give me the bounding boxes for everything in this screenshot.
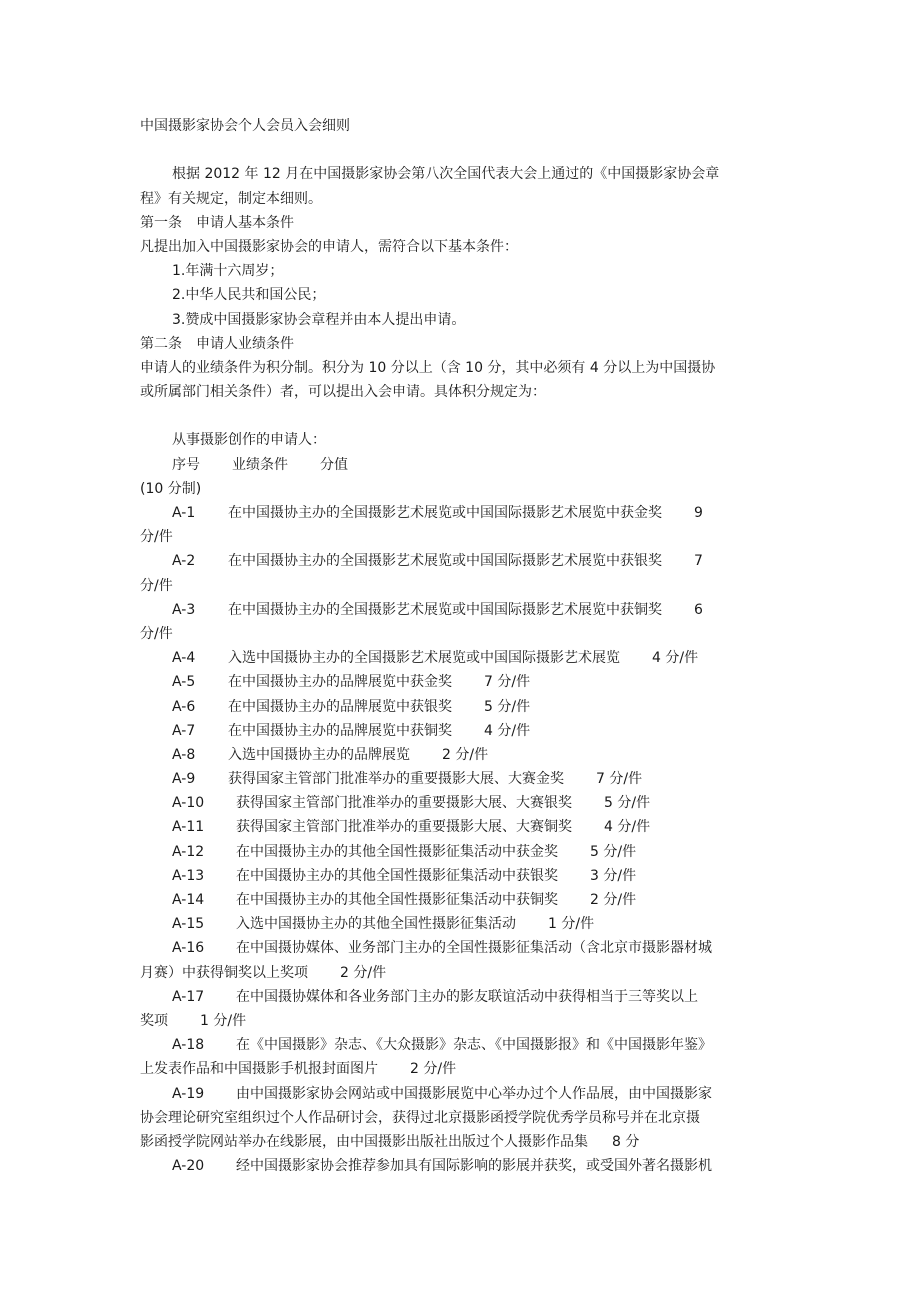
row-condition: 在中国摄协主办的全国摄影艺术展览或中国国际摄影艺术展览中获金奖 xyxy=(228,505,662,521)
row-continued xyxy=(140,1057,790,1081)
row-score: 5 分/件 xyxy=(604,795,651,812)
row-code: A-13 xyxy=(172,867,205,884)
row-score: 1 分/件 xyxy=(200,1012,247,1029)
row-code: A-17 xyxy=(172,988,205,1005)
article-1-lead: 凡提出加入中国摄影家协会的申请人，需符合以下基本条件： xyxy=(140,238,518,255)
table-row xyxy=(140,767,790,791)
row-condition: 在中国摄协主办的品牌展览中获铜奖 xyxy=(228,722,452,739)
row-continued xyxy=(140,1009,790,1033)
row-condition: 获得国家主管部门批准举办的重要摄影大展、大赛银奖 xyxy=(236,795,572,812)
table-header xyxy=(140,453,790,477)
row-score: 7 xyxy=(694,553,703,570)
row-score: 7 分/件 xyxy=(596,771,643,788)
row-condition: 获得国家主管部门批准举办的重要摄影大展、大赛铜奖 xyxy=(236,819,572,836)
row-score-continued: 分/件 xyxy=(140,529,173,546)
section-label: 从事摄影创作的申请人： xyxy=(172,432,326,449)
row-condition: 在中国摄协媒体和各业务部门主办的影友联谊活动中获得相当于三等奖以上 xyxy=(236,988,698,1005)
row-condition: 在中国摄协主办的全国摄影艺术展览或中国国际摄影艺术展览中获银奖 xyxy=(228,553,662,570)
row-condition: 在中国摄协主办的品牌展览中获银奖 xyxy=(228,698,452,715)
table-row xyxy=(140,1082,790,1106)
col-no-header: 序号 xyxy=(172,456,200,473)
table-row xyxy=(140,719,790,743)
row-score: 2 分/件 xyxy=(590,892,637,908)
row-continued xyxy=(140,961,790,985)
row-score-continued: 分/件 xyxy=(140,625,173,642)
article-2-line-2: 或所属部门相关条件）者，可以提出入会申请。具体积分规定为： xyxy=(140,384,546,401)
table-row xyxy=(140,815,790,839)
row-score: 7 分/件 xyxy=(484,674,531,691)
table-row xyxy=(140,791,790,815)
row-score: 1 分/件 xyxy=(548,916,595,933)
row-continued xyxy=(140,1130,790,1154)
article-1-heading: 第一条 申请人基本条件 xyxy=(140,214,294,231)
article-1-item: 2.中华人民共和国公民； xyxy=(172,287,326,304)
row-condition-continued: 奖项 xyxy=(140,1012,168,1029)
row-code: A-5 xyxy=(172,674,196,691)
row-score: 2 分/件 xyxy=(442,746,489,763)
row-score: 4 分/件 xyxy=(484,722,531,739)
row-condition: 在中国摄协主办的全国摄影艺术展览或中国国际摄影艺术展览中获铜奖 xyxy=(228,601,662,618)
row-code: A-8 xyxy=(172,746,196,763)
row-score: 2 分/件 xyxy=(410,1061,457,1078)
row-score: 5 分/件 xyxy=(484,698,531,715)
row-condition: 获得国家主管部门批准举办的重要摄影大展、大赛金奖 xyxy=(228,771,564,788)
col-score-header: 分值 xyxy=(320,456,348,473)
row-score: 4 分/件 xyxy=(652,650,699,667)
row-condition: 经中国摄影家协会推荐参加具有国际影响的影展并获奖，或受国外著名摄影机 xyxy=(236,1158,712,1175)
row-code: A-6 xyxy=(172,698,196,715)
table-row xyxy=(140,1154,790,1178)
spacer xyxy=(140,138,790,162)
row-code: A-7 xyxy=(172,722,196,739)
row-score: 2 分/件 xyxy=(340,964,387,981)
spacer xyxy=(140,404,790,428)
table-row xyxy=(140,1033,790,1057)
col-condition-header: 业绩条件 xyxy=(232,456,288,473)
table-row xyxy=(140,598,790,622)
row-code: A-11 xyxy=(172,819,205,836)
row-score: 6 xyxy=(694,601,703,618)
row-code: A-3 xyxy=(172,601,196,618)
document-title: 中国摄影家协会个人会员入会细则 xyxy=(140,118,350,134)
row-code: A-9 xyxy=(172,771,196,788)
row-code: A-10 xyxy=(172,795,205,812)
article-1-item: 3.赞成中国摄影家协会章程并由本人提出申请。 xyxy=(172,311,466,328)
row-condition: 在《中国摄影》杂志、《大众摄影》杂志、《中国摄影报》和《中国摄影年鉴》 xyxy=(236,1037,712,1054)
row-score: 9 xyxy=(694,505,703,521)
table-row xyxy=(140,670,790,694)
row-condition: 入选中国摄协主办的其他全国性摄影征集活动 xyxy=(236,916,516,933)
row-code: A-4 xyxy=(172,650,196,667)
table-row xyxy=(140,936,790,960)
row-condition: 入选中国摄协主办的全国摄影艺术展览或中国国际摄影艺术展览 xyxy=(228,650,620,667)
intro-line-1: 根据 2012 年 12 月在中国摄影家协会第八次全国代表大会上通过的《中国摄影家协会章 xyxy=(172,166,720,183)
row-condition-continued: 上发表作品和中国摄影手机报封面图片 xyxy=(140,1061,378,1078)
table-row xyxy=(140,888,790,912)
row-code: A-12 xyxy=(172,843,205,860)
row-code: A-18 xyxy=(172,1037,205,1054)
intro-line-2: 程》有关规定，制定本细则。 xyxy=(140,190,322,207)
row-condition: 在中国摄协主办的其他全国性摄影征集活动中获金奖 xyxy=(236,843,558,860)
row-condition-continued: 月赛）中获得铜奖以上奖项 xyxy=(140,964,308,981)
row-code: A-15 xyxy=(172,916,205,933)
row-code: A-16 xyxy=(172,940,205,957)
table-row xyxy=(140,501,790,525)
article-1-item: 1.年满十六周岁； xyxy=(172,263,284,280)
table-row xyxy=(140,864,790,888)
row-code: A-19 xyxy=(172,1085,205,1102)
row-condition: 在中国摄协主办的其他全国性摄影征集活动中获铜奖 xyxy=(236,892,558,908)
row-condition: 在中国摄协主办的其他全国性摄影征集活动中获银奖 xyxy=(236,867,558,884)
row-code: A-2 xyxy=(172,553,196,570)
table-row xyxy=(140,549,790,573)
article-2-heading: 第二条 申请人业绩条件 xyxy=(140,335,294,352)
article-2-line-1: 申请人的业绩条件为积分制。积分为 10 分以上（含 10 分，其中必须有 4 分以上为中国摄协 xyxy=(140,359,716,376)
scoring-system: (10 分制) xyxy=(140,480,202,497)
row-condition: 在中国摄协媒体、业务部门主办的全国性摄影征集活动（含北京市摄影器材城 xyxy=(236,940,712,957)
row-condition-continued: 影函授学院网站举办在线影展，由中国摄影出版社出版过个人摄影作品集 xyxy=(140,1133,588,1150)
table-row xyxy=(140,646,790,670)
row-score: 5 分/件 xyxy=(590,843,637,860)
row-score-continued: 分/件 xyxy=(140,577,173,594)
row-condition-continued: 协会理论研究室组织过个人作品研讨会，获得过北京摄影函授学院优秀学员称号并在北京摄 xyxy=(140,1109,700,1126)
table-row xyxy=(140,985,790,1009)
row-score: 4 分/件 xyxy=(604,819,651,836)
table-row xyxy=(140,695,790,719)
table-row xyxy=(140,912,790,936)
row-code: A-14 xyxy=(172,892,205,908)
row-score: 3 分/件 xyxy=(590,867,637,884)
row-code: A-20 xyxy=(172,1158,205,1175)
row-condition: 入选中国摄协主办的品牌展览 xyxy=(228,746,410,763)
row-score: 8 分 xyxy=(612,1133,640,1150)
row-code: A-1 xyxy=(172,505,196,521)
table-row xyxy=(140,840,790,864)
document-body xyxy=(140,114,790,1178)
row-condition: 由中国摄影家协会网站或中国摄影展览中心举办过个人作品展，由中国摄影家 xyxy=(236,1085,712,1102)
table-row xyxy=(140,743,790,767)
row-condition: 在中国摄协主办的品牌展览中获金奖 xyxy=(228,674,452,691)
